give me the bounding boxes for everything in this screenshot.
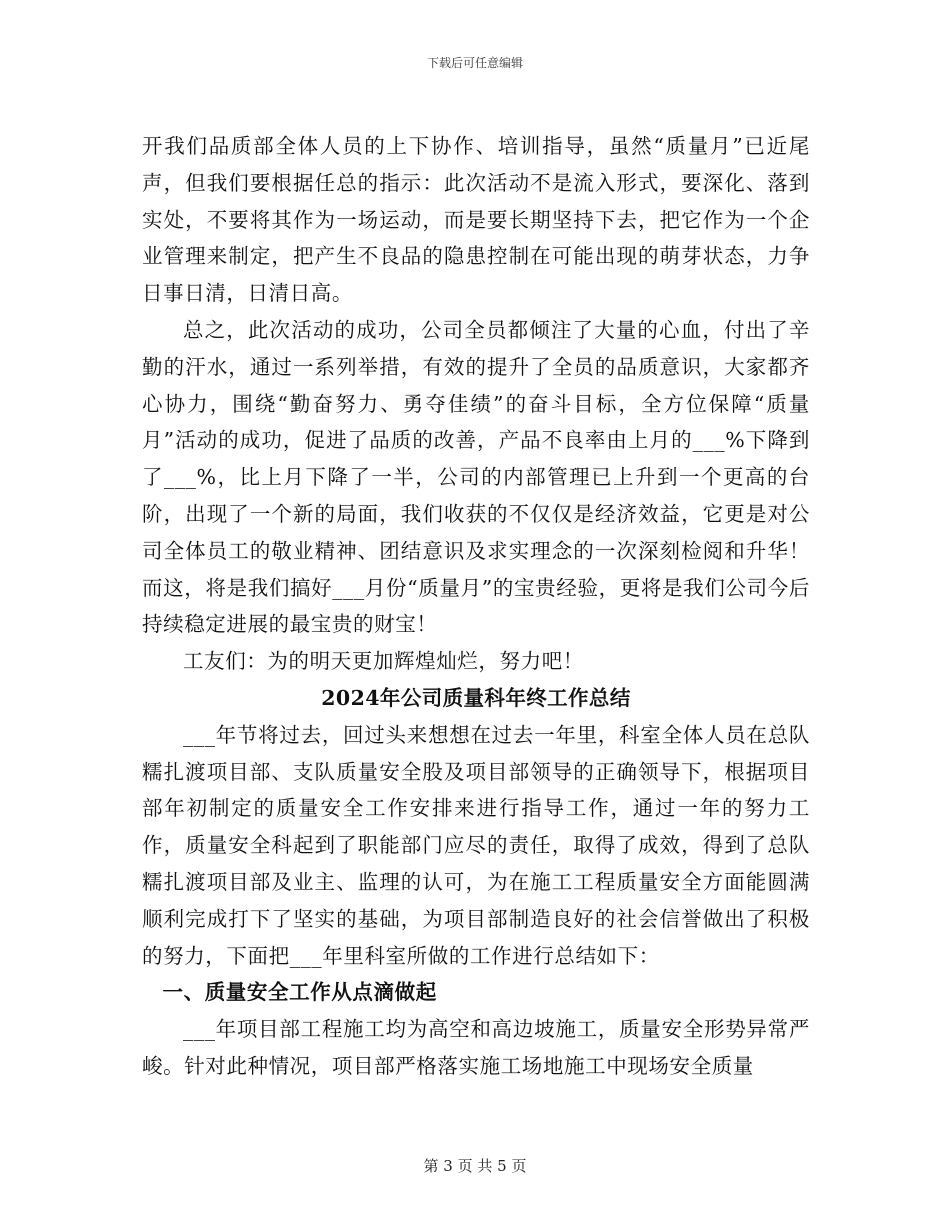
document-title: 2024年公司质量科年终工作总结: [321, 685, 631, 710]
paragraph-continuation: 开我们品质部全体人员的上下协作、培训指导，虽然“质量月”已近尾声，但我们要根据任总的指示：此次活动不是流入形式，要深化、落到实处，不要将其作为一场运动，而是要长期坚持下去，把它作为一个企业管理来制定，把产生不良品的隐患控制在可能出现的萌芽状态，力争日事日清，日清日高。: [142, 134, 810, 306]
section-heading: 一、质量安全工作从点滴做起: [162, 980, 437, 1005]
paragraph-summary: 总之，此次活动的成功，公司全员都倾注了大量的心血，付出了辛勤的汗水，通过一系列举措，有效的提升了全员的品质意识，大家都齐心协力，围绕“勤奋努力、勇夺佳绩”的奋斗目标，全方位保障“质量月”活动的成功，促进了品质的改善，产品不良率由上月的___%下降到了___%，比上月下降了一半，公司的内部管理已上升到一个更高的台阶，出现了一个新的局面，我们收获的不仅仅是经济效益，它更是对公司全体员工的敬业精神、团结意识及求实理念的一次深刻检阅和升华！而这，将是我们搞好___月份“质量月”的宝贵经验，更将是我们公司今后持续稳定进展的最宝贵的财宝！: [142, 317, 810, 637]
page-footer: 第 3 页 共 5 页: [423, 1157, 527, 1175]
document-body: [142, 128, 810, 1085]
paragraph-intro: ___年节将过去，回过头来想想在过去一年里，科室全体人员在总队糯扎渡项目部、支队质量安全股及项目部领导的正确领导下，根据项目部年初制定的质量安全工作安排来进行指导工作，通过一年的努力工作，质量安全科起到了职能部门应尽的责任，取得了成效，得到了总队糯扎渡项目部及业主、监理的认可，为在施工工程质量安全方面能圆满顺利完成打下了坚实的基础，为项目部制造良好的社会信誉做出了积极的努力，下面把___年里科室所做的工作进行总结如下：: [142, 722, 810, 968]
paragraph-section: ___年项目部工程施工均为高空和高边坡施工，质量安全形势异常严峻。针对此种情况，项目部严格落实施工场地施工中现场安全质量: [142, 1017, 810, 1078]
paragraph-closing: 工友们：为的明天更加辉煌灿烂，努力吧！: [183, 649, 584, 674]
page-header: 下载后可任意编辑: [426, 56, 523, 70]
